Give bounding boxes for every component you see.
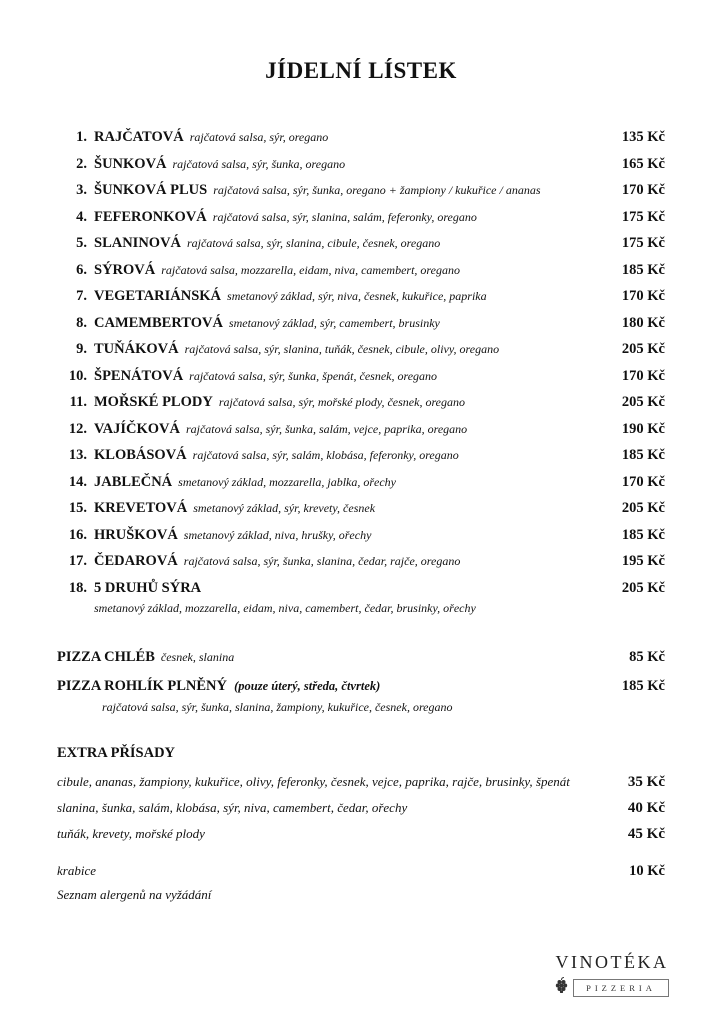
item-description: rajčatová salsa, sýr, salám, klobása, feferonky, oregano <box>192 448 459 462</box>
allergens-row <box>57 887 665 903</box>
item-description: rajčatová salsa, sýr, slanina, tuňák, česnek, cibule, olivy, oregano <box>184 342 500 356</box>
item-price: 170 Kč <box>621 288 665 304</box>
item-description: rajčatová salsa, sýr, slanina, cibule, česnek, oregano <box>187 236 441 250</box>
item-main <box>57 261 608 279</box>
item-main <box>57 287 608 305</box>
item-name: JABLEČNÁ <box>94 473 173 490</box>
item-name: VAJÍČKOVÁ <box>94 420 180 437</box>
menu-item-row <box>57 473 665 491</box>
item-number: 3. <box>76 182 87 198</box>
special-price: 185 Kč <box>621 678 665 694</box>
item-main <box>57 340 608 358</box>
item-number: 10. <box>68 367 87 384</box>
item-description: smetanový základ, niva, hrušky, ořechy <box>183 527 372 542</box>
item-number: 9. <box>76 341 87 357</box>
extras-rows <box>57 774 665 843</box>
box-label: krabice <box>57 863 96 878</box>
item-price: 185 Kč <box>621 261 665 278</box>
item-name: CAMEMBERTOVÁ <box>94 314 223 331</box>
extra-row <box>57 800 665 817</box>
menu-item-row <box>57 340 665 358</box>
footer <box>57 863 665 903</box>
item-number: 15. <box>68 500 87 516</box>
item-name: MOŘSKÉ PLODY <box>94 394 213 410</box>
item-price: 205 Kč <box>621 341 665 357</box>
extras-section <box>57 745 665 843</box>
item-description: rajčatová salsa, sýr, šunka, salám, vejce, paprika, oregano <box>185 421 468 436</box>
item-description: smetanový základ, sýr, krevety, česnek <box>193 501 376 515</box>
box-price: 10 Kč <box>629 863 665 879</box>
item-name: ŠUNKOVÁ PLUS <box>94 182 208 198</box>
menu-item-row <box>57 499 665 517</box>
special-name: PIZZA ROHLÍK PLNĚNÝ <box>57 678 227 694</box>
extra-description: cibule, ananas, žampiony, kukuřice, olivy, feferonky, česnek, vejce, paprika, rajče, brusinky, špenát <box>57 774 570 789</box>
item-price: 135 Kč <box>621 129 665 145</box>
item-main <box>57 579 608 597</box>
item-price: 205 Kč <box>621 500 665 516</box>
item-name: ČEDAROVÁ <box>94 553 178 569</box>
item-description: rajčatová salsa, sýr, šunka, oregano <box>172 156 346 171</box>
menu-item-row <box>57 234 665 252</box>
item-main <box>57 499 608 517</box>
extra-price: 45 Kč <box>627 826 665 842</box>
item-main <box>57 526 608 544</box>
logo-name: VINOTÉKA <box>555 952 669 972</box>
menu-item-row <box>57 579 665 597</box>
item-main <box>57 393 608 411</box>
item-price: 175 Kč <box>621 208 665 225</box>
menu-item-row <box>57 155 665 173</box>
item-description: smetanový základ, sýr, niva, česnek, kukuřice, paprika <box>227 289 487 303</box>
item-number: 12. <box>68 420 87 437</box>
item-main <box>57 208 608 226</box>
menu-item-row <box>57 367 665 385</box>
item-description: smetanový základ, mozzarella, jablka, ořechy <box>178 474 397 489</box>
item-main <box>57 552 608 570</box>
item-price: 195 Kč <box>621 553 665 569</box>
menu-item-row <box>57 208 665 226</box>
item-name: FEFERONKOVÁ <box>94 208 207 225</box>
item-number: 7. <box>76 288 87 304</box>
item-main <box>57 420 608 438</box>
item-number: 6. <box>76 261 87 278</box>
item-name: VEGETARIÁNSKÁ <box>94 288 222 304</box>
item-number: 17. <box>68 553 87 569</box>
item-number: 18. <box>68 579 87 596</box>
item-number: 1. <box>76 129 87 145</box>
special-description: rajčatová salsa, sýr, šunka, slanina, žampiony, kukuřice, česnek, oregano <box>102 700 453 714</box>
item-name: HRUŠKOVÁ <box>94 526 178 543</box>
item-number: 5. <box>76 235 87 251</box>
item-main <box>57 473 608 491</box>
item-description: smetanový základ, mozzarella, eidam, niva, camembert, čedar, brusinky, ořechy <box>94 601 476 615</box>
item-price: 205 Kč <box>621 579 665 596</box>
menu-item-row <box>57 287 665 305</box>
menu-item-row <box>57 181 665 199</box>
item-description: rajčatová salsa, sýr, oregano <box>189 130 329 144</box>
menu-item-row <box>57 446 665 464</box>
box-price-row <box>57 863 665 880</box>
item-main <box>57 155 608 173</box>
item-main <box>57 128 608 146</box>
special-note: (pouze úterý, středa, čtvrtek) <box>231 679 381 693</box>
item-description: rajčatová salsa, sýr, slanina, salám, feferonky, oregano <box>212 209 477 224</box>
item-number: 16. <box>68 526 87 543</box>
logo-subline <box>552 977 672 998</box>
item-name: KREVETOVÁ <box>94 500 188 516</box>
item-description: smetanový základ, sýr, camembert, brusinky <box>228 315 440 330</box>
item-price: 170 Kč <box>621 182 665 198</box>
item-price: 165 Kč <box>621 155 665 172</box>
specials <box>57 648 665 715</box>
menu-item-row <box>57 128 665 146</box>
special-row <box>57 677 665 695</box>
special-description: česnek, slanina <box>160 650 235 664</box>
item-number: 13. <box>68 447 87 463</box>
item-name: SÝROVÁ <box>94 261 156 278</box>
item-name: 5 DRUHŮ SÝRA <box>94 579 202 596</box>
item-number: 11. <box>69 394 87 410</box>
extra-price: 40 Kč <box>627 800 665 816</box>
menu-item-row <box>57 526 665 544</box>
item-name: SLANINOVÁ <box>94 235 182 251</box>
item-number: 14. <box>68 473 87 490</box>
extra-row <box>57 774 665 791</box>
item-number: 2. <box>76 155 87 172</box>
item-name: ŠPENÁTOVÁ <box>94 367 184 384</box>
item-description: rajčatová salsa, mozzarella, eidam, niva, camembert, oregano <box>161 262 460 277</box>
extra-row <box>57 826 665 843</box>
special-main <box>57 677 608 695</box>
restaurant-logo <box>552 952 672 998</box>
menu-item-row <box>57 420 665 438</box>
special-price: 85 Kč <box>629 649 665 665</box>
item-number: 4. <box>76 208 87 225</box>
allergens-note: Seznam alergenů na vyžádání <box>57 887 212 902</box>
item-name: RAJČATOVÁ <box>94 129 184 145</box>
extra-description: tuňák, krevety, mořské plody <box>57 826 205 841</box>
extras-title: EXTRA PŘÍSADY <box>57 745 176 761</box>
item-main <box>57 181 608 199</box>
logo-pizzeria-box: PIZZERIA <box>573 979 669 997</box>
item-price: 180 Kč <box>621 314 665 331</box>
menu-item-row <box>57 261 665 279</box>
menu-item-row <box>57 314 665 332</box>
menu-item-row <box>57 552 665 570</box>
page-title: JÍDELNÍ LÍSTEK <box>265 58 457 83</box>
extra-description: slanina, šunka, salám, klobása, sýr, niva, camembert, čedar, ořechy <box>57 800 408 815</box>
item-price: 175 Kč <box>621 235 665 251</box>
item-price: 185 Kč <box>621 526 665 543</box>
grape-icon <box>555 977 568 998</box>
item-main <box>57 234 608 252</box>
special-name: PIZZA CHLÉB <box>57 649 155 665</box>
special-row <box>57 648 665 666</box>
item-name: TUŇÁKOVÁ <box>94 341 179 357</box>
item-name: KLOBÁSOVÁ <box>94 447 187 463</box>
item-main <box>57 446 608 464</box>
special-main <box>57 648 615 666</box>
item-description: rajčatová salsa, sýr, mořské plody, česnek, oregano <box>218 395 466 409</box>
menu-items <box>57 128 665 616</box>
item-price: 185 Kč <box>621 447 665 463</box>
item-name: ŠUNKOVÁ <box>94 155 167 172</box>
item-price: 205 Kč <box>621 394 665 410</box>
item-main <box>57 367 608 385</box>
item-number: 8. <box>76 314 87 331</box>
item-description: rajčatová salsa, sýr, šunka, špenát, česnek, oregano <box>189 368 438 383</box>
item-description: rajčatová salsa, sýr, šunka, slanina, čedar, rajče, oregano <box>183 554 461 568</box>
item-main <box>57 314 608 332</box>
menu-item-row <box>57 393 665 411</box>
item-price: 170 Kč <box>621 367 665 384</box>
item-price: 170 Kč <box>621 473 665 490</box>
item-price: 190 Kč <box>621 420 665 437</box>
item-description: rajčatová salsa, sýr, šunka, oregano + žampiony / kukuřice / ananas <box>213 183 541 197</box>
extra-price: 35 Kč <box>627 774 665 790</box>
